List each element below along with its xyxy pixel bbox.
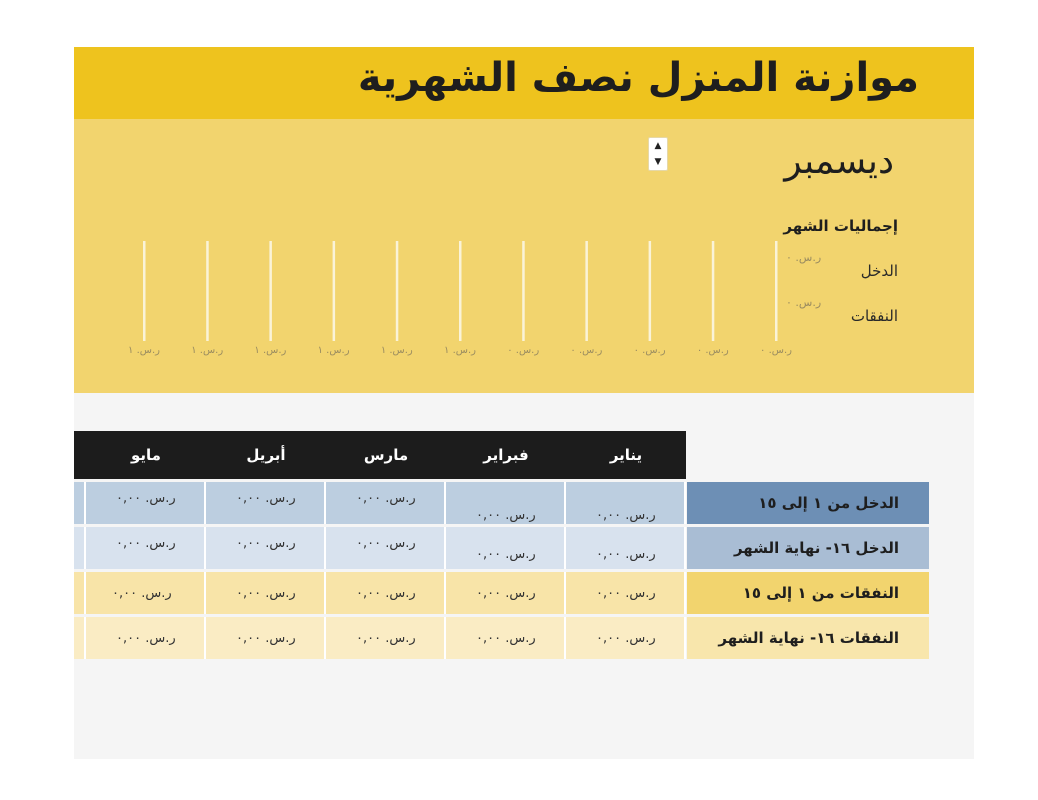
- table-cell[interactable]: [86, 572, 206, 614]
- table-cell[interactable]: [206, 527, 326, 569]
- chart-tick-label: ر.س. ١: [444, 345, 476, 356]
- chart-bar: [269, 241, 272, 341]
- page-title: موازنة المنزل نصف الشهرية: [357, 55, 919, 101]
- cell-value: ر.س. ٠,٠٠: [356, 586, 416, 601]
- cell-value: ر.س. ٠,٠٠: [112, 586, 172, 601]
- chart-tick-label: ر.س. ٠: [696, 345, 729, 356]
- chart-bar: [459, 241, 462, 341]
- chart-bar: [522, 241, 525, 341]
- chart-bar: [649, 241, 652, 341]
- cell-value: ر.س. ٠,٠٠: [476, 586, 536, 601]
- table-cell-overflow[interactable]: [74, 527, 86, 569]
- cell-value: ر.س. ٠,٠٠: [596, 631, 656, 646]
- budget-sheet: [74, 47, 974, 759]
- chart-bar: [585, 241, 588, 341]
- table-cell[interactable]: [86, 617, 206, 659]
- cell-value: ر.س. ٠,٠٠: [596, 508, 656, 523]
- income-total-value: ر.س. ٠: [786, 251, 822, 264]
- chart-tick-label: ر.س. ٠: [570, 345, 603, 356]
- spinner-down-icon[interactable]: ▼: [654, 157, 662, 167]
- cell-value: ر.س. ٠,٠٠: [236, 536, 296, 551]
- income-total-label: الدخل: [860, 262, 898, 280]
- cell-value: ر.س. ٠,٠٠: [236, 631, 296, 646]
- chart-tick-label: ر.س. ٠: [507, 345, 540, 356]
- monthly-bar-chart: [114, 229, 814, 379]
- table-cell[interactable]: [326, 527, 446, 569]
- cell-value: ر.س. ٠,٠٠: [476, 631, 536, 646]
- table-cell[interactable]: [446, 527, 566, 569]
- chart-tick-label: ر.س. ١: [254, 345, 287, 356]
- table-cell[interactable]: [566, 527, 686, 569]
- cell-value: ر.س. ٠,٠٠: [116, 631, 176, 646]
- table-cell[interactable]: [206, 482, 326, 524]
- table-cell[interactable]: [446, 572, 566, 614]
- row-label: النفقات من ١ إلى ١٥: [687, 572, 929, 614]
- month-selector-value[interactable]: ديسمبر: [784, 141, 894, 182]
- spinner-up-icon[interactable]: ▲: [654, 141, 662, 151]
- table-cell[interactable]: [566, 572, 686, 614]
- cell-value: ر.س. ٠,٠٠: [476, 508, 536, 523]
- month-header: مايو: [86, 431, 206, 479]
- month-header: فبراير: [446, 431, 566, 479]
- chart-bar: [206, 241, 209, 341]
- table-cell[interactable]: [326, 482, 446, 524]
- chart-bar: [396, 241, 399, 341]
- cell-value: ر.س. ٠,٠٠: [116, 536, 176, 551]
- cell-value: ر.س. ٠,٠٠: [356, 536, 416, 551]
- table-cell-overflow[interactable]: [74, 572, 86, 614]
- cell-value: ر.س. ٠,٠٠: [356, 491, 416, 506]
- table-cell-overflow[interactable]: [74, 482, 86, 524]
- row-label: الدخل من ١ إلى ١٥: [687, 482, 929, 524]
- table-cell[interactable]: [446, 482, 566, 524]
- chart-tick-label: ر.س. ٠: [633, 345, 666, 356]
- title-bar: [74, 47, 974, 119]
- table-cell[interactable]: [566, 482, 686, 524]
- month-spinner[interactable]: [648, 137, 668, 171]
- expense-total-value: ر.س. ٠: [786, 296, 822, 309]
- row-label: النفقات ١٦- نهاية الشهر: [687, 617, 929, 659]
- cell-value: ر.س. ٠,٠٠: [356, 631, 416, 646]
- month-header: مارس: [326, 431, 446, 479]
- cell-value: ر.س. ٠,٠٠: [236, 491, 296, 506]
- cell-value: ر.س. ٠,٠٠: [596, 586, 656, 601]
- month-totals-heading: إجماليات الشهر: [783, 217, 898, 235]
- chart-bar: [143, 241, 146, 341]
- cell-value: ر.س. ٠,٠٠: [236, 586, 296, 601]
- table-cell[interactable]: [206, 572, 326, 614]
- cell-value: ر.س. ٠,٠٠: [476, 547, 536, 562]
- table-cell[interactable]: [86, 527, 206, 569]
- chart-bar: [333, 241, 336, 341]
- table-cell[interactable]: [446, 617, 566, 659]
- chart-tick-label: ر.س. ١: [380, 345, 413, 356]
- month-header: يناير: [566, 431, 686, 479]
- chart-tick-label: ر.س. ١: [128, 345, 160, 356]
- budget-table: [74, 431, 974, 661]
- month-header: أبريل: [206, 431, 326, 479]
- header-filler: [74, 431, 86, 479]
- row-label: الدخل ١٦- نهاية الشهر: [687, 527, 929, 569]
- chart-tick-label: ر.س. ٠: [760, 345, 792, 356]
- table-cell-overflow[interactable]: [74, 617, 86, 659]
- chart-tick-label: ر.س. ١: [191, 345, 224, 356]
- chart-bar: [775, 241, 778, 341]
- expense-total-label: النفقات: [850, 307, 898, 325]
- table-cell[interactable]: [566, 617, 686, 659]
- cell-value: ر.س. ٠,٠٠: [596, 547, 656, 562]
- chart-tick-label: ر.س. ١: [317, 345, 350, 356]
- chart-bar: [712, 241, 715, 341]
- table-cell[interactable]: [326, 572, 446, 614]
- table-cell[interactable]: [326, 617, 446, 659]
- table-cell[interactable]: [206, 617, 326, 659]
- cell-value: ر.س. ٠,٠٠: [116, 491, 176, 506]
- month-summary-panel: [74, 119, 974, 393]
- table-cell[interactable]: [86, 482, 206, 524]
